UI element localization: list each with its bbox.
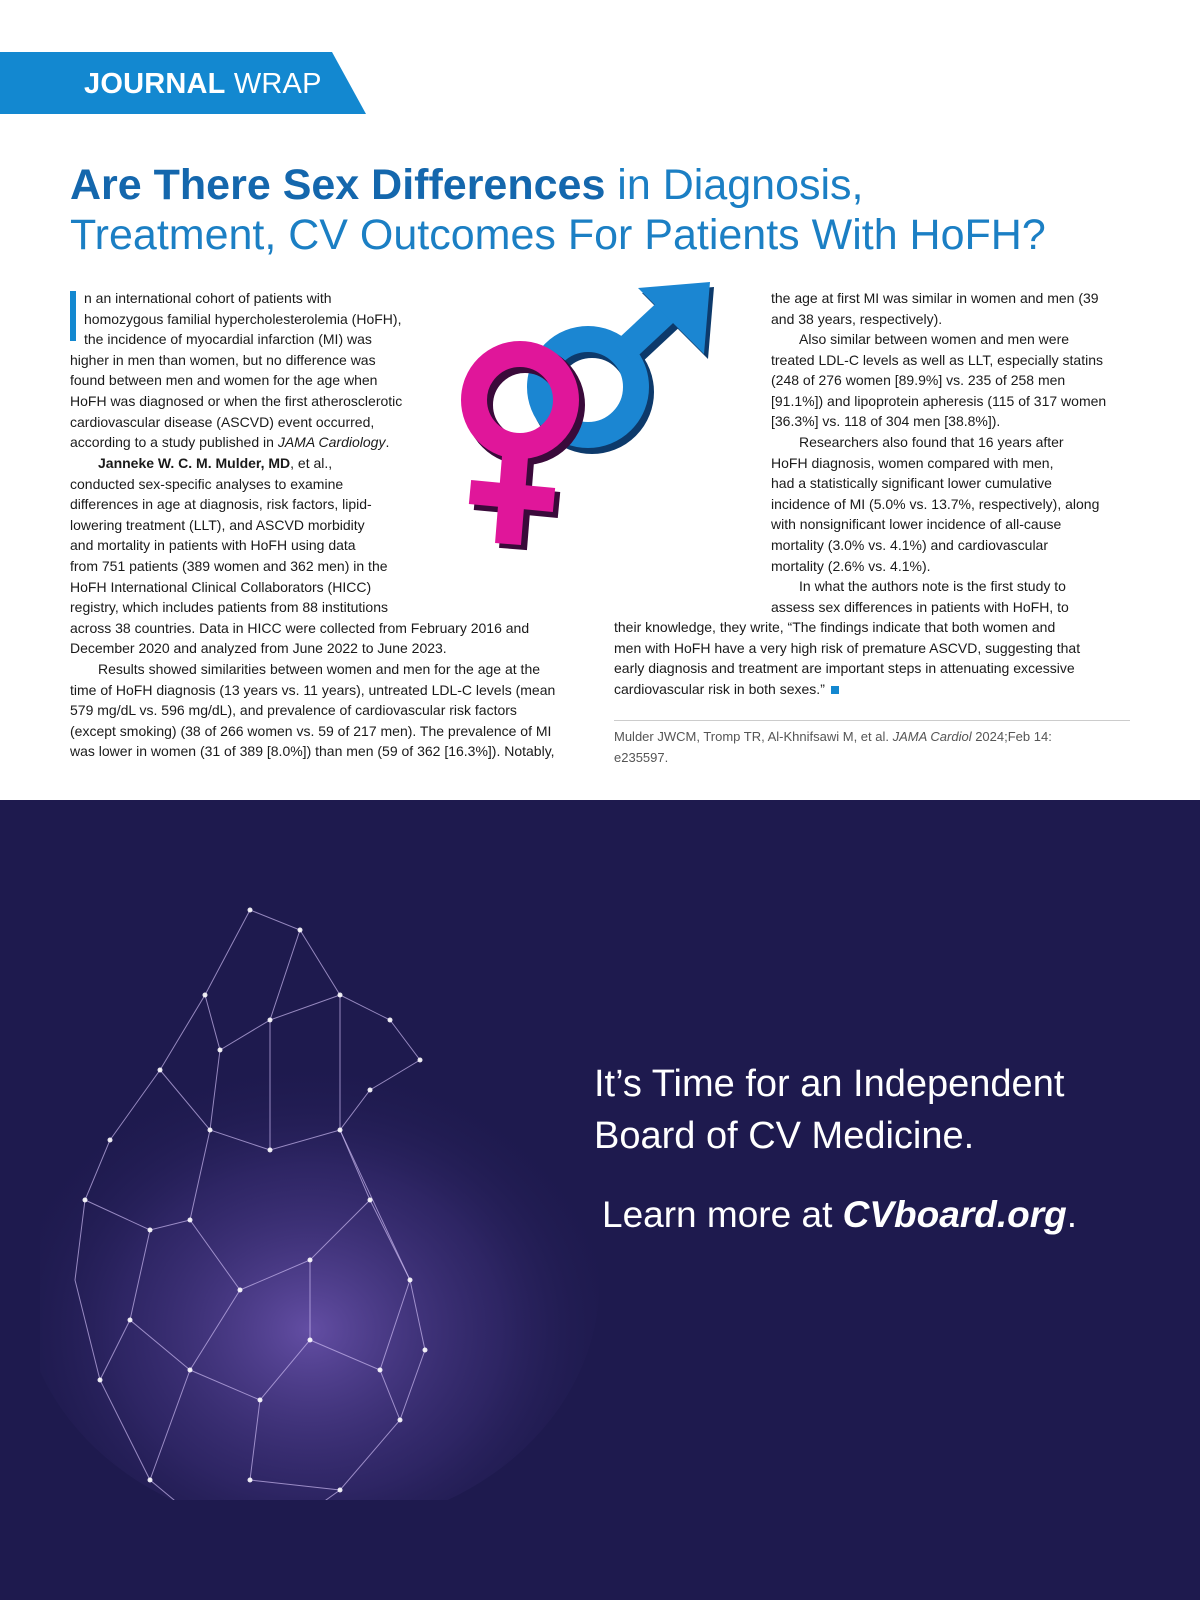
text-fragment: cardiovascular risk in both sexes.”: [614, 680, 825, 697]
text-line: (except smoking) (38 of 266 women vs. 59 of 217 men). The prevalence of MI: [70, 722, 552, 739]
text-fragment: , et al.,: [290, 455, 333, 471]
section-label: [84, 68, 322, 100]
text-line: the age at first MI was similar in women and men (39: [771, 290, 1099, 306]
headline-line-2: Treatment, CV Outcomes For Patients With HoFH?: [70, 211, 1046, 259]
ad-headline-line-2: Board of CV Medicine.: [594, 1115, 975, 1157]
article-paragraph-5: [771, 329, 1106, 432]
text-line: Also similar between women and men were: [799, 331, 1070, 347]
ad-cta-period: .: [1066, 1194, 1077, 1235]
ad-website-link[interactable]: CVboard.org: [842, 1194, 1067, 1235]
text-line: Researchers also found that 16 years after: [799, 434, 1064, 450]
citation-line-2: e235597.: [614, 750, 669, 765]
text-line: assess sex differences in patients with HoFH, to: [771, 598, 1069, 615]
text-line: higher in men than women, but no difference was: [70, 351, 376, 368]
text-line: from 751 patients (389 women and 362 men) in the: [70, 557, 388, 574]
text-line: and mortality in patients with HoFH using data: [70, 537, 356, 554]
text-line: homozygous familial hypercholesterolemia (HoFH),: [84, 310, 402, 327]
article-paragraph-7-cont: [614, 617, 1080, 699]
citation-journal: JAMA Cardiol: [892, 729, 972, 744]
text-line: early diagnosis and treatment are important steps in attenuating excessive: [614, 660, 1075, 677]
text-line: their knowledge, they write, “The findings indicate that both women and: [614, 619, 1056, 635]
citation-divider: [614, 720, 1130, 721]
text-line: (248 of 276 women [89.9%] vs. 235 of 258 men: [771, 372, 1066, 389]
text-line: lowering treatment (LLT), and ASCVD morbidity: [70, 516, 365, 533]
gender-symbols-illustration: [448, 282, 748, 582]
article-paragraph-6: [771, 432, 1099, 576]
text-line: men with HoFH have a very high risk of premature ASCVD, suggesting that: [614, 639, 1081, 656]
female-symbol-icon: [470, 354, 571, 549]
text-line: conducted sex-specific analyses to examine: [70, 475, 344, 492]
article-paragraph-4: [771, 288, 1099, 329]
end-of-article-mark: [831, 686, 839, 694]
headline-line-1: [70, 160, 1150, 210]
text-line: registry, which includes patients from 88 institutions: [70, 599, 388, 616]
text-line: treated LDL-C levels as well as LLT, especially statins: [771, 351, 1104, 368]
headline-line-1-rest: in Diagnosis,: [605, 161, 864, 209]
text-line: with nonsignificant lower incidence of all-cause: [771, 516, 1062, 533]
text-line: Results showed similarities between women and men for the age at the: [98, 661, 541, 677]
text-line: mortality (2.6% vs. 4.1%).: [771, 557, 931, 574]
ad-headline: [594, 1058, 1174, 1162]
section-label-rest: WRAP: [225, 68, 322, 100]
text-line: HoFH diagnosis, women compared with men,: [771, 454, 1054, 471]
headline-bold: Are There Sex Differences: [70, 161, 606, 209]
citation: [614, 726, 1134, 768]
text-line: HoFH was diagnosed or when the first atherosclerotic: [70, 392, 403, 409]
article-paragraph-3: [70, 659, 555, 762]
text-line: differences in age at diagnosis, risk factors, lipid-: [70, 496, 372, 513]
text-line: was lower in women (31 of 389 [8.0%]) than men (59 of 362 [16.3%]). Notably,: [70, 743, 555, 760]
journal-name: JAMA Cardiology: [277, 434, 386, 451]
polygon-heart-illustration: [40, 900, 600, 1500]
text-line: the incidence of myocardial infarction (MI) was: [84, 331, 372, 348]
citation-line-1: [614, 726, 1134, 747]
text-line: [36.3%] vs. 118 of 304 men [38.8%]).: [771, 413, 1001, 430]
text-line: December 2020 and analyzed from June 2022 to June 2023.: [70, 640, 447, 657]
text-line: cardiovascular disease (ASCVD) event occurred,: [70, 413, 375, 430]
author-name: Janneke W. C. M. Mulder, MD: [98, 455, 291, 471]
text-line: and 38 years, respectively).: [771, 310, 943, 327]
text-line: incidence of MI (5.0% vs. 13.7%, respectively), along: [771, 495, 1100, 512]
text-line: across 38 countries. Data in HICC were collected from February 2016 and: [70, 619, 530, 636]
text-line: [614, 679, 1080, 700]
text-line: [91.1%]) and lipoprotein apheresis (115 of 317 women: [771, 392, 1107, 409]
ad-call-to-action: [602, 1193, 1182, 1237]
citation-details: 2024;Feb 14:: [971, 729, 1052, 744]
ad-cta-text: Learn more at: [602, 1194, 843, 1235]
text-line: 579 mg/dL vs. 596 mg/dL), and prevalence of cardiovascular risk factors: [70, 702, 517, 719]
article-headline: [70, 160, 1150, 260]
text-fragment: according to a study published in: [70, 434, 278, 451]
text-line: n an international cohort of patients with: [84, 290, 332, 306]
text-line: mortality (3.0% vs. 4.1%) and cardiovascular: [771, 536, 1048, 553]
article-paragraph-7: [771, 576, 1069, 617]
text-line: [70, 432, 402, 453]
citation-authors: Mulder JWCM, Tromp TR, Al-Khnifsawi M, et al.: [614, 729, 893, 744]
text-line: In what the authors note is the first study to: [799, 578, 1066, 594]
section-label-bold: JOURNAL: [84, 68, 226, 100]
text-line: HoFH International Clinical Collaborators (HICC): [70, 578, 372, 595]
advertisement: [0, 800, 1200, 1600]
text-line: had a statistically significant lower cumulative: [771, 475, 1052, 492]
text-line: found between men and women for the age when: [70, 372, 378, 389]
text-line: time of HoFH diagnosis (13 years vs. 11 years), untreated LDL-C levels (mean: [70, 681, 556, 698]
article-paragraph-1: [70, 288, 402, 453]
text-fragment: .: [385, 434, 390, 451]
ad-headline-line-1: It’s Time for an Independent: [594, 1063, 1065, 1105]
